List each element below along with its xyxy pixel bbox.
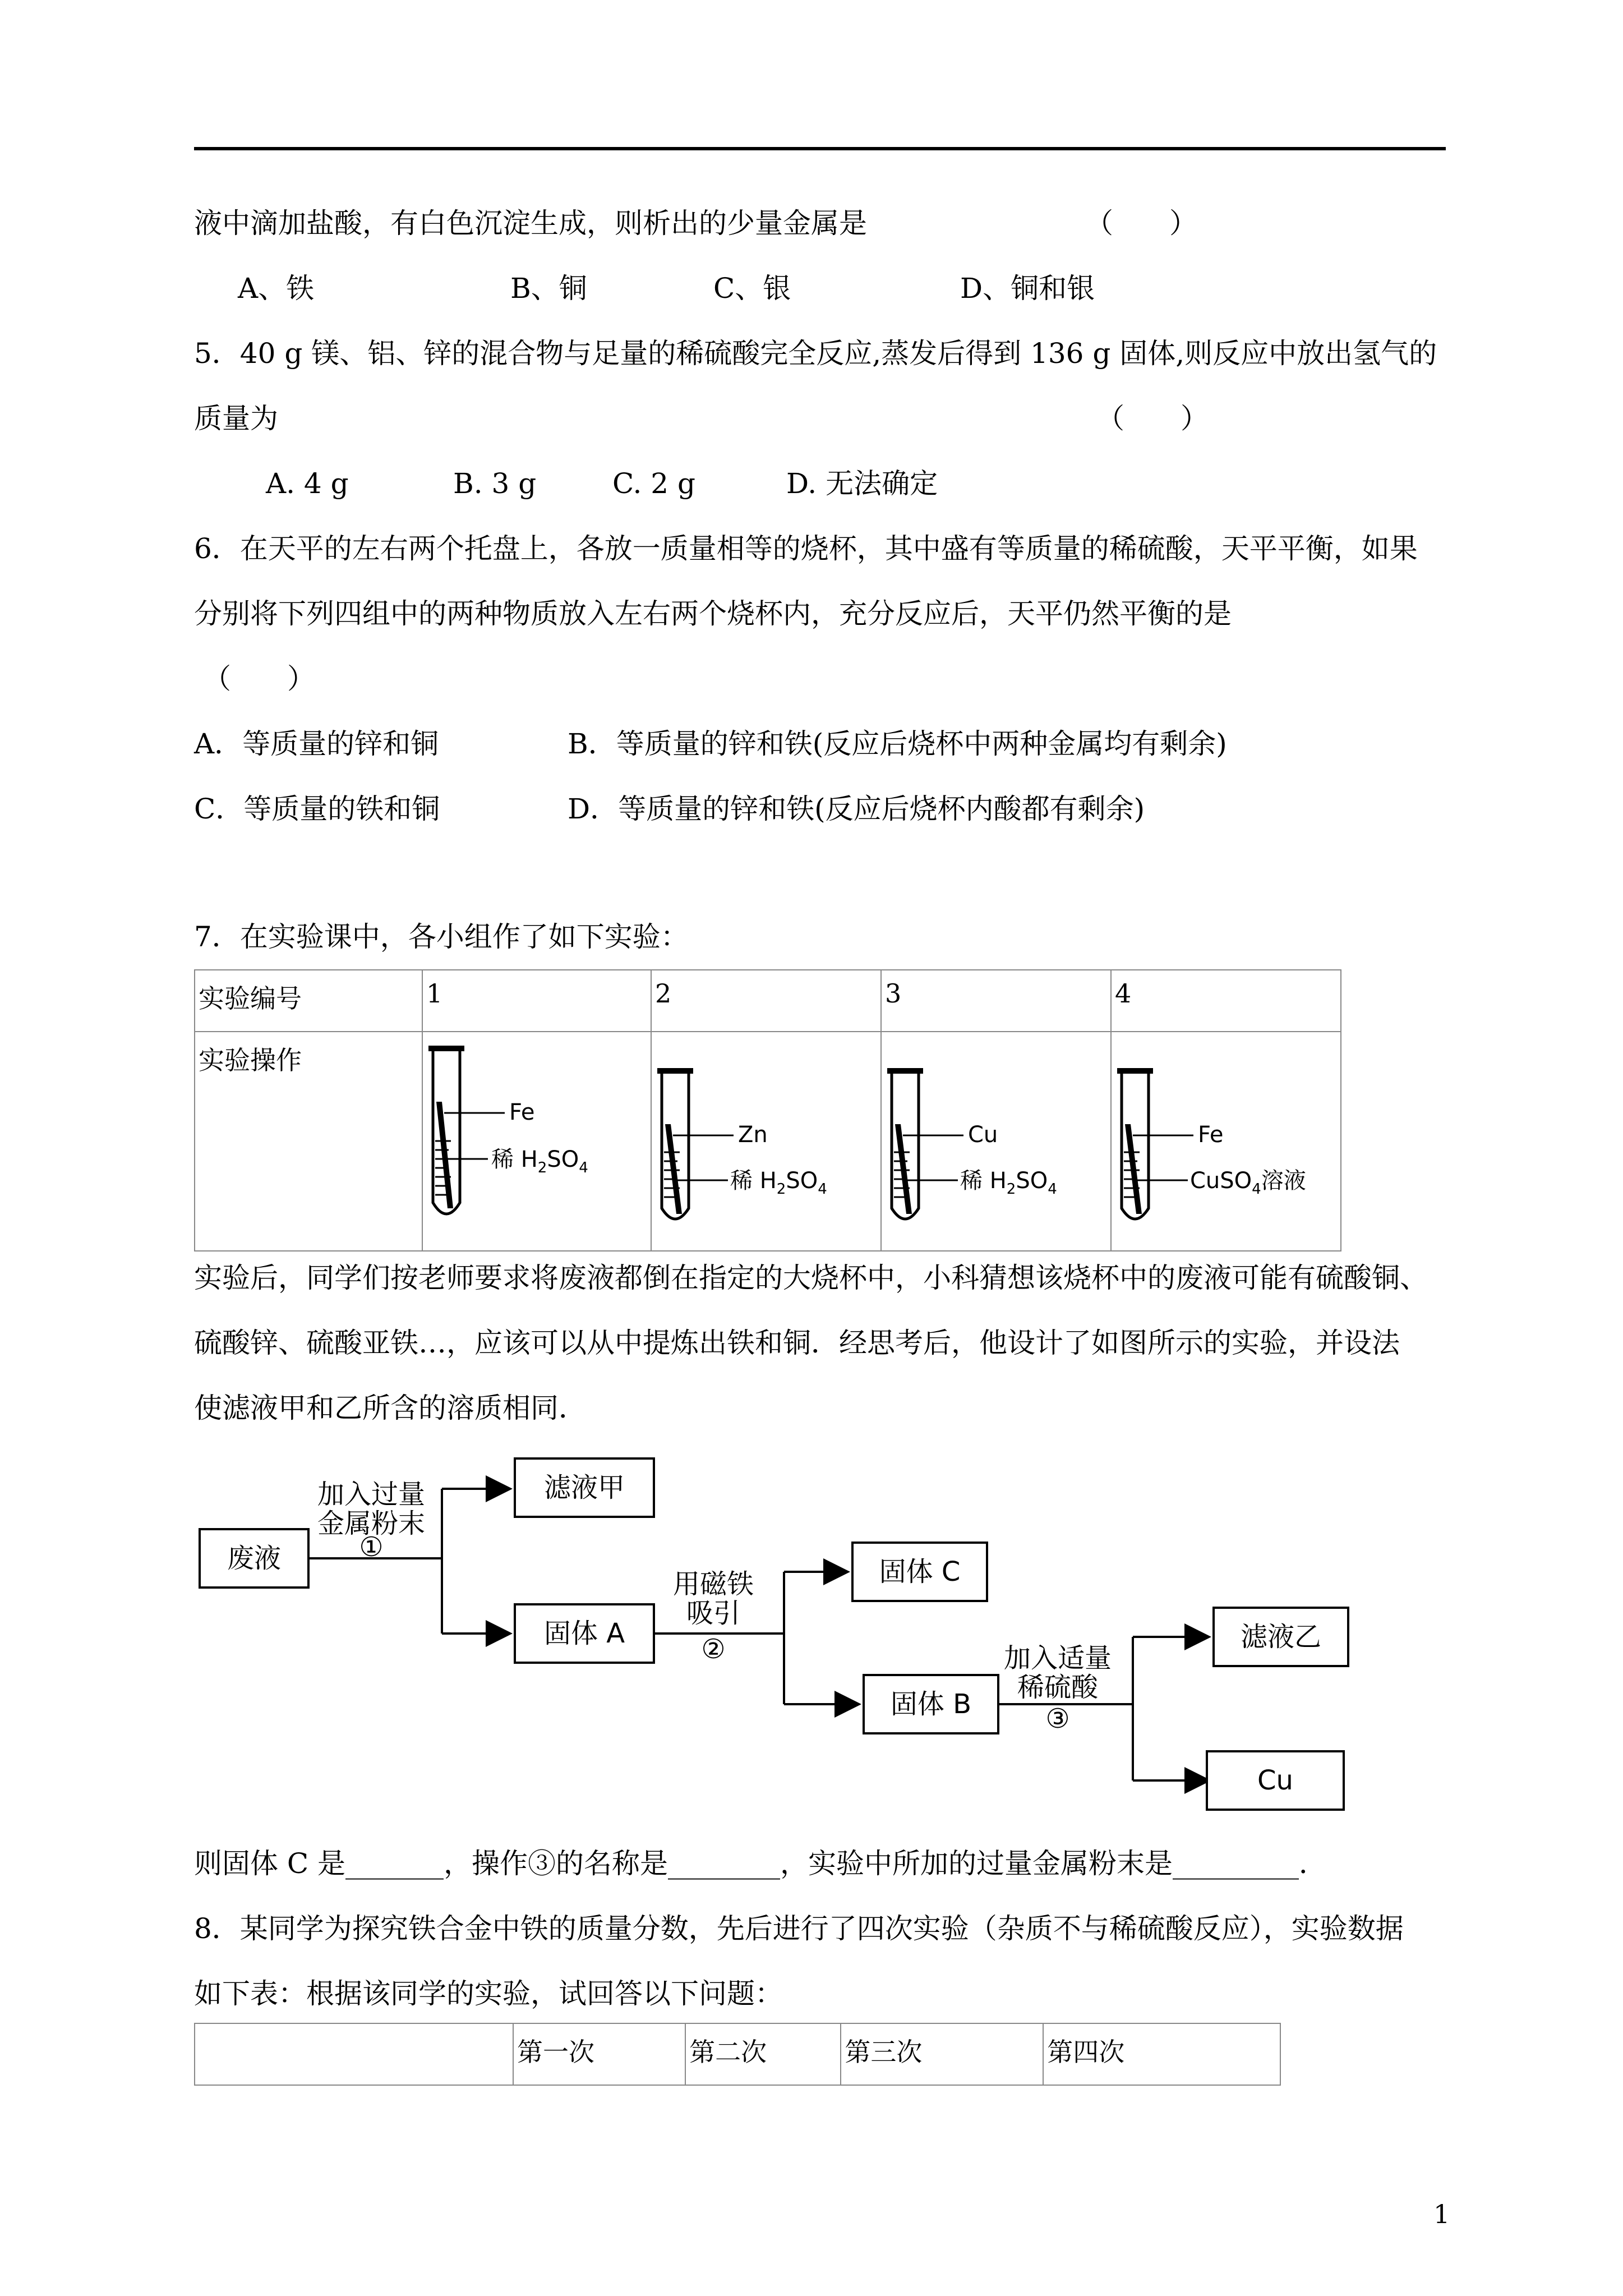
experiment-cell-1 — [422, 1032, 651, 1251]
experiment-number-label: 实验编号 — [195, 970, 422, 1032]
test-tube-icon — [657, 1068, 693, 1219]
experiment-table-row-numbers — [195, 970, 1341, 1032]
step2-label-line1: 用磁铁 — [672, 1568, 754, 1600]
metal-label: Zn — [738, 1122, 768, 1148]
liquid-label: 稀 $H_2SO_4$ — [730, 1168, 827, 1198]
step3-label-line2: 稀硫酸 — [1017, 1672, 1099, 1703]
experiment-cell-2 — [651, 1032, 881, 1251]
solid-b-label: 固体 B — [890, 1688, 972, 1720]
q8-header-trial-1: 第一次 — [513, 2023, 685, 2085]
q8-header-trial-2: 第二次 — [685, 2023, 841, 2085]
q6-answer-paren: （ ） — [203, 662, 315, 695]
experiment-operation-label: 实验操作 — [195, 1032, 422, 1251]
filtrate-b-label: 滤液乙 — [1240, 1621, 1322, 1653]
q5-option-d: D. 无法确定 — [786, 467, 938, 500]
q7-paragraph-line1: 实验后，同学们按老师要求将废液都倒在指定的大烧杯中，小科猜想该烧杯中的废液可能有硫酸铜、 — [194, 1262, 1428, 1294]
test-tube-icon — [887, 1068, 923, 1219]
metal-label: Cu — [968, 1122, 998, 1148]
q6-option-a: A．等质量的锌和铜 — [194, 728, 439, 760]
filtrate-a-label: 滤液甲 — [543, 1472, 625, 1503]
q4-option-a: A、铁 — [238, 272, 315, 305]
q5-stem-line2: 质量为 — [194, 402, 278, 435]
step1-label-line1: 加入过量 — [317, 1479, 426, 1510]
q5-option-b: B. 3 g — [453, 467, 537, 500]
q5-stem-line1: 5．40 g 镁、铝、锌的混合物与足量的稀硫酸完全反应,蒸发后得到 136 g 固体,则反应中放出氢气的 — [194, 337, 1437, 370]
q5-answer-paren: （ ） — [1096, 402, 1209, 435]
experiment-number-3: 3 — [881, 970, 1111, 1032]
separation-flow-diagram — [191, 1447, 1357, 1840]
liquid-label: CuSO$_4$溶液 — [1190, 1168, 1306, 1198]
q5-option-c: C. 2 g — [612, 467, 695, 500]
liquid-label: 稀 $H_2SO_4$ — [491, 1147, 588, 1176]
test-tube-icon — [428, 1046, 464, 1214]
q4-option-b: B、铜 — [510, 272, 587, 305]
step1-label-line2: 金属粉末 — [317, 1508, 426, 1539]
header-rule — [194, 147, 1446, 150]
q8-header-trial-4: 第四次 — [1043, 2023, 1280, 2085]
test-tube-icon — [1117, 1068, 1153, 1219]
waste-liquid-label: 废液 — [227, 1543, 282, 1574]
solid-c-label: 固体 C — [879, 1556, 961, 1588]
q8-table-corner-cell — [195, 2023, 513, 2085]
page-number: 1 — [1433, 2199, 1450, 2229]
q7-paragraph-line3: 使滤液甲和乙所含的溶质相同． — [194, 1392, 587, 1424]
q8-stem-line2: 如下表：根据该同学的实验，试回答以下问题： — [194, 1977, 783, 2010]
q6-option-d: D．等质量的锌和铁(反应后烧杯内酸都有剩余) — [568, 793, 1145, 825]
q8-data-table — [194, 2023, 1281, 2086]
q8-stem-line1: 8．某同学为探究铁合金中铁的质量分数，先后进行了四次实验（杂质不与稀硫酸反应），实验数据 — [194, 1912, 1404, 1945]
step3-number: ③ — [1045, 1703, 1070, 1734]
q4-answer-paren: （ ） — [1085, 207, 1197, 240]
experiment-cell-3 — [881, 1032, 1111, 1251]
q5-option-a: A. 4 g — [266, 467, 349, 500]
q7-fill-in-question: 则固体 C 是_______，操作③的名称是________，实验中所加的过量金属粉末是_________． — [194, 1847, 1327, 1880]
q4-option-d: D、铜和银 — [960, 272, 1095, 305]
q7-intro: 7．在实验课中，各小组作了如下实验： — [194, 921, 689, 953]
experiment-cell-4 — [1111, 1032, 1341, 1251]
test-tube-diagram-2 — [655, 1040, 868, 1236]
metal-label: Fe — [1198, 1122, 1224, 1148]
q6-option-b: B．等质量的锌和铁(反应后烧杯中两种金属均有剩余) — [568, 728, 1227, 760]
q7-paragraph-line2: 硫酸锌、硫酸亚铁…，应该可以从中提炼出铁和铜．经思考后，他设计了如图所示的实验，并设法 — [194, 1327, 1400, 1359]
step2-label-line2: 吸引 — [686, 1598, 741, 1629]
experiment-number-4: 4 — [1111, 970, 1341, 1032]
test-tube-diagram-4 — [1115, 1040, 1328, 1236]
experiment-number-1: 1 — [422, 970, 651, 1032]
step3-label-line1: 加入适量 — [1003, 1642, 1112, 1674]
experiment-table — [194, 969, 1341, 1251]
q6-option-c: C．等质量的铁和铜 — [194, 793, 440, 825]
q4-option-c: C、银 — [713, 272, 791, 305]
test-tube-diagram-1 — [426, 1040, 639, 1236]
solid-a-label: 固体 A — [543, 1618, 625, 1649]
q6-stem-line2: 分别将下列四组中的两种物质放入左右两个烧杯内，充分反应后，天平仍然平衡的是 — [194, 597, 1232, 630]
cu-label: Cu — [1257, 1765, 1293, 1796]
metal-label: Fe — [509, 1099, 535, 1125]
q8-header-trial-3: 第三次 — [841, 2023, 1043, 2085]
step1-number: ① — [359, 1531, 384, 1563]
liquid-label: 稀 $H_2SO_4$ — [960, 1168, 1057, 1198]
step2-number: ② — [701, 1634, 726, 1665]
test-tube-diagram-3 — [885, 1040, 1098, 1236]
experiment-number-2: 2 — [651, 970, 881, 1032]
q4-tail-line: 液中滴加盐酸，有白色沉淀生成，则析出的少量金属是 — [194, 207, 867, 240]
q8-table-header-row — [195, 2023, 1280, 2085]
experiment-table-row-operations — [195, 1032, 1341, 1251]
q6-stem-line1: 6．在天平的左右两个托盘上，各放一质量相等的烧杯，其中盛有等质量的稀硫酸，天平平衡，如果 — [194, 532, 1418, 565]
